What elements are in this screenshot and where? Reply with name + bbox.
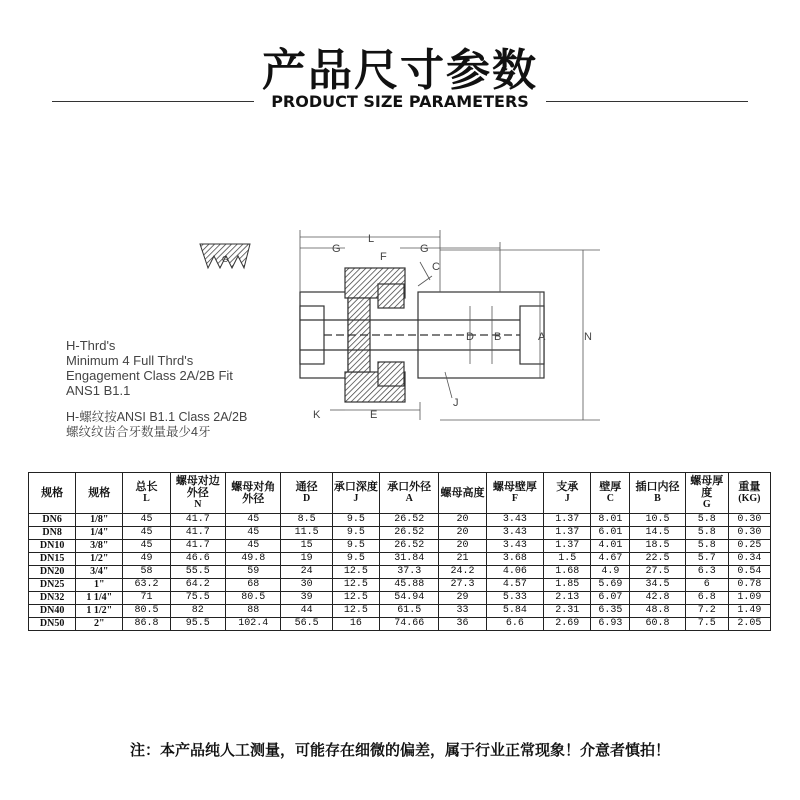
table-row [29,540,771,553]
label-l: L [368,233,375,245]
table-cell: 49 [123,553,170,566]
table-cell: 3/4" [76,566,123,579]
table-cell: 6.01 [591,527,630,540]
note-en-line: H-Thrd's [66,338,116,353]
note-en-line: Engagement Class 2A/2B Fit [66,368,233,383]
table-cell: 4.06 [486,566,543,579]
table-cell: 54.94 [379,592,439,605]
column-header-symbol: N [194,499,202,510]
label-b: B [494,331,502,343]
table-cell: 6.35 [591,605,630,618]
label-n: N [584,331,592,343]
column-header [226,473,281,514]
label-c: C [432,261,440,273]
table-row [29,514,771,527]
table-cell: 9.5 [332,553,379,566]
table-cell: 60.8 [630,618,685,631]
table-cell: 61.5 [379,605,439,618]
table-cell: 42.8 [630,592,685,605]
table-cell: 3.43 [486,540,543,553]
table-cell: 4.67 [591,553,630,566]
table-cell: 0.25 [728,540,770,553]
table-cell: 34.5 [630,579,685,592]
column-header [29,473,76,514]
table-cell: 75.5 [170,592,225,605]
table-cell: 12.5 [332,566,379,579]
table-cell: 1 1/4" [76,592,123,605]
table-row [29,553,771,566]
table-cell: 9.5 [332,527,379,540]
table-cell: 59 [226,566,281,579]
table-cell: 0.30 [728,527,770,540]
column-header-label: 螺母对边外径 [175,474,220,499]
table-cell: 7.5 [685,618,728,631]
note-en-line: Minimum 4 Full Thrd's [66,353,194,368]
column-header-symbol: G [702,499,711,510]
column-header-label: 规格 [41,486,64,499]
table-cell: 26.52 [379,514,439,527]
table-cell: DN50 [29,618,76,631]
table-cell: 1.68 [544,566,591,579]
table-cell: 1/4" [76,527,123,540]
table-cell: 6.6 [486,618,543,631]
note-en-line: ANS1 B1.1 [66,383,131,398]
label-a: A [538,331,546,343]
table-cell: 5.69 [591,579,630,592]
table-cell: 63.2 [123,579,170,592]
divider-right [546,101,748,102]
column-header [123,473,170,514]
column-header-symbol: J [564,493,570,504]
table-cell: 3.43 [486,527,543,540]
table-cell: 30 [281,579,332,592]
table-cell: 1.49 [728,605,770,618]
table-cell: DN15 [29,553,76,566]
table-cell: 8.5 [281,514,332,527]
spec-table [28,472,771,631]
table-cell: 21 [439,553,486,566]
column-header-label: 螺母对角外径 [231,480,276,505]
table-cell: 1.5 [544,553,591,566]
table-cell: 19 [281,553,332,566]
column-header [281,473,332,514]
table-cell: 12.5 [332,592,379,605]
table-cell: 24.2 [439,566,486,579]
column-header-label: 支承 [556,480,579,493]
table-cell: 41.7 [170,514,225,527]
table-cell: 10.5 [630,514,685,527]
column-header-label: 螺母厚度 [690,474,724,499]
column-header [379,473,439,514]
column-header [332,473,379,514]
thread-note-en [66,338,233,398]
table-cell: 46.6 [170,553,225,566]
table-cell: 58 [123,566,170,579]
table-cell: 14.5 [630,527,685,540]
table-cell: 88 [226,605,281,618]
table-cell: 6.93 [591,618,630,631]
table-cell: DN40 [29,605,76,618]
table-cell: 0.78 [728,579,770,592]
table-cell: 3.43 [486,514,543,527]
table-cell: 49.8 [226,553,281,566]
table-cell: 45.88 [379,579,439,592]
column-header-label: 重量 [738,480,761,493]
table-row [29,605,771,618]
column-header-label: 壁厚 [599,480,622,493]
column-header-label: 总长 [135,480,158,493]
table-cell: 71 [123,592,170,605]
column-header-symbol: L [143,493,150,504]
table-cell: DN10 [29,540,76,553]
table-cell: DN32 [29,592,76,605]
table-cell: 48.8 [630,605,685,618]
table-cell: 24 [281,566,332,579]
label-f: F [380,251,387,263]
table-cell: 27.5 [630,566,685,579]
table-cell: 1.37 [544,527,591,540]
table-cell: 1.37 [544,540,591,553]
table-row [29,592,771,605]
column-header-symbol: J [353,493,359,504]
table-cell: 36 [439,618,486,631]
table-cell: 5.7 [685,553,728,566]
column-header-symbol: D [302,493,311,504]
column-header-symbol: (KG) [738,493,761,504]
table-cell: DN6 [29,514,76,527]
union-dimension-drawing [0,220,800,440]
table-cell: 2.05 [728,618,770,631]
table-cell: 3/8" [76,540,123,553]
table-cell: 5.8 [685,540,728,553]
table-cell: 5.8 [685,514,728,527]
table-cell: 33 [439,605,486,618]
table-cell: 1" [76,579,123,592]
table-row [29,527,771,540]
table-cell: 45 [226,527,281,540]
table-cell: 4.01 [591,540,630,553]
table-row [29,566,771,579]
table-cell: 1.37 [544,514,591,527]
table-cell: 102.4 [226,618,281,631]
column-header [728,473,770,514]
table-cell: 45 [123,514,170,527]
table-cell: 20 [439,540,486,553]
table-cell: 0.34 [728,553,770,566]
table-cell: 45 [226,514,281,527]
table-cell: 29 [439,592,486,605]
column-header [544,473,591,514]
column-header-symbol: B [654,493,661,504]
table-cell: 2" [76,618,123,631]
table-cell: 7.2 [685,605,728,618]
table-cell: 0.30 [728,514,770,527]
table-cell: 4.57 [486,579,543,592]
column-header [591,473,630,514]
table-cell: 9.5 [332,514,379,527]
table-cell: 20 [439,514,486,527]
table-cell: 82 [170,605,225,618]
thread-detail-icon [200,244,250,268]
table-cell: 26.52 [379,527,439,540]
table-cell: 41.7 [170,527,225,540]
column-header-label: 承口外径 [387,480,432,493]
label-j: J [453,397,459,409]
label-g-thread: G [222,255,229,264]
table-cell: 41.7 [170,540,225,553]
column-header-label: 规格 [88,486,111,499]
table-cell: 6.8 [685,592,728,605]
table-cell: 5.8 [685,527,728,540]
column-header-label: 螺母壁厚 [492,480,537,493]
label-k: K [313,409,321,421]
column-header [685,473,728,514]
table-cell: 11.5 [281,527,332,540]
note-cn-line: 螺纹纹齿合牙数量最少4牙 [66,425,211,439]
page-title: 产品尺寸参数 [262,45,538,96]
thread-note-cn [66,410,247,440]
table-cell: 4.9 [591,566,630,579]
table-cell: 45 [226,540,281,553]
column-header [630,473,685,514]
table-cell: 6.07 [591,592,630,605]
label-g-left: G [332,243,341,255]
table-cell: 16 [332,618,379,631]
column-header-label: 通径 [295,480,318,493]
table-cell: 1.09 [728,592,770,605]
table-cell: 1/2" [76,553,123,566]
table-cell: 5.84 [486,605,543,618]
table-cell: 45 [123,540,170,553]
column-header [76,473,123,514]
table-cell: 26.52 [379,540,439,553]
table-cell: 22.5 [630,553,685,566]
table-cell: 8.01 [591,514,630,527]
table-cell: 86.8 [123,618,170,631]
table-cell: 20 [439,527,486,540]
table-cell: 12.5 [332,605,379,618]
table-row [29,618,771,631]
table-cell: 44 [281,605,332,618]
table-cell: 80.5 [226,592,281,605]
note-cn-line: H-螺纹按ANSI B1.1 Class 2A/2B [66,410,248,424]
table-header-row [29,473,771,514]
label-e: E [370,409,378,421]
table-cell: 3.68 [486,553,543,566]
table-cell: 1/8" [76,514,123,527]
table-cell: 45 [123,527,170,540]
table-cell: 1 1/2" [76,605,123,618]
table-cell: 39 [281,592,332,605]
fitting-body [300,268,544,402]
table-cell: 0.54 [728,566,770,579]
table-cell: 56.5 [281,618,332,631]
subtitle-row [52,92,748,112]
column-header [486,473,543,514]
disclaimer-note: 注：本产品纯人工测量，可能存在细微的偏差，属于行业正常现象！介意者慎拍！ [129,741,670,759]
table-row [29,579,771,592]
table-cell: 1.85 [544,579,591,592]
table-cell: 31.84 [379,553,439,566]
page-subtitle: PRODUCT SIZE PARAMETERS [271,92,529,111]
column-header-label: 承口深度 [333,480,378,493]
table-cell: 5.33 [486,592,543,605]
table-cell: 6 [685,579,728,592]
table-cell: 2.13 [544,592,591,605]
column-header [439,473,486,514]
table-cell: 18.5 [630,540,685,553]
label-g-right: G [420,243,429,255]
table-cell: 95.5 [170,618,225,631]
table-cell: 2.69 [544,618,591,631]
table-cell: 55.5 [170,566,225,579]
column-header-label: 螺母高度 [440,486,485,499]
table-cell: 9.5 [332,540,379,553]
table-cell: 12.5 [332,579,379,592]
table-cell: 68 [226,579,281,592]
table-cell: 15 [281,540,332,553]
column-header [170,473,225,514]
table-cell: 80.5 [123,605,170,618]
table-cell: 64.2 [170,579,225,592]
column-header-symbol: C [606,493,614,504]
table-cell: 2.31 [544,605,591,618]
table-cell: DN20 [29,566,76,579]
column-header-label: 插口内径 [635,480,680,493]
table-cell: 6.3 [685,566,728,579]
column-header-symbol: A [405,493,413,504]
column-header-symbol: F [511,493,518,504]
table-cell: 74.66 [379,618,439,631]
table-cell: 37.3 [379,566,439,579]
table-cell: DN8 [29,527,76,540]
table-cell: DN25 [29,579,76,592]
label-d: D [466,331,474,343]
table-cell: 27.3 [439,579,486,592]
